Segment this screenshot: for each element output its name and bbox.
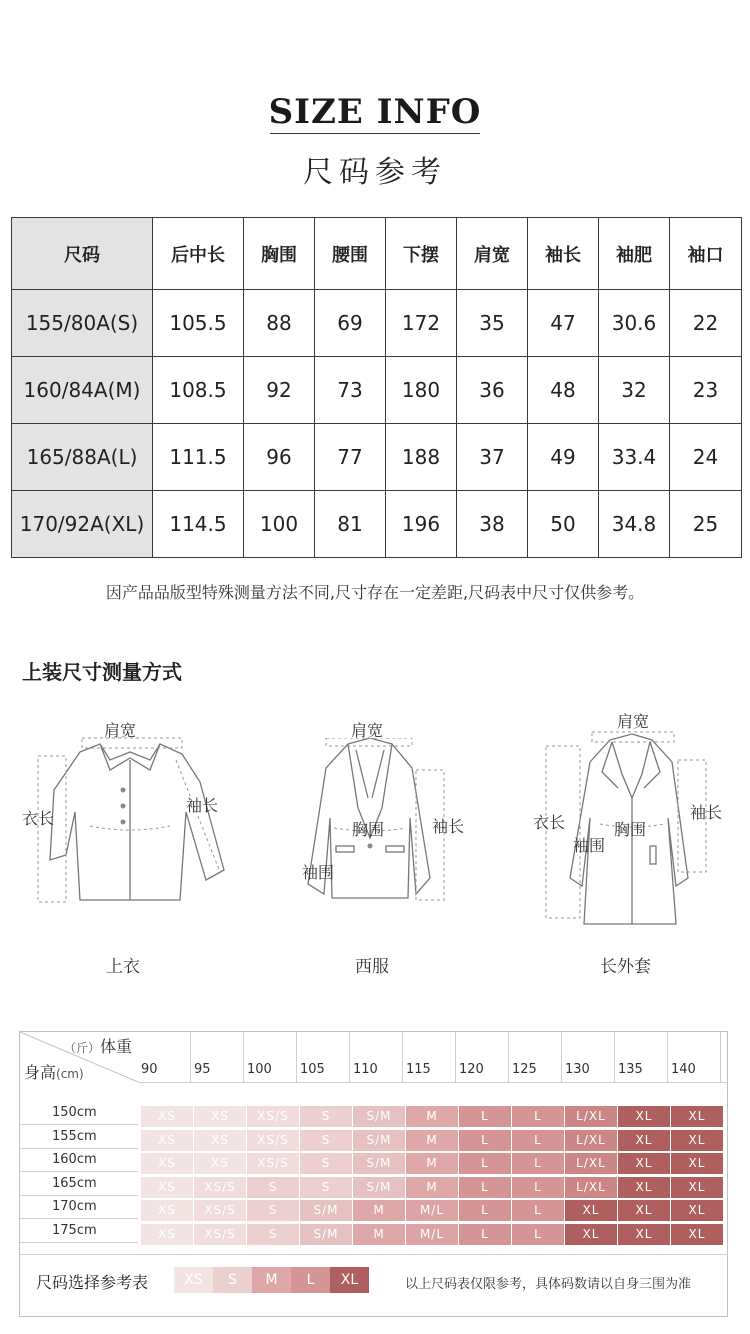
- legend-swatch: XS: [174, 1267, 213, 1293]
- table-cell: 105.5: [153, 290, 244, 357]
- height-row-label: 175cm: [52, 1222, 97, 1238]
- header-cell: 后中长: [153, 218, 244, 290]
- table-cell: 114.5: [153, 491, 244, 558]
- coat-length-label: 衣长: [533, 813, 566, 832]
- size-grid-cell: S/M: [353, 1153, 405, 1174]
- size-grid-cell: L: [512, 1177, 564, 1198]
- table-row: [12, 357, 742, 424]
- header-cell: 尺码: [12, 218, 153, 290]
- weight-column-label: 110: [353, 1062, 378, 1077]
- column-divider: [508, 1032, 509, 1082]
- column-divider: [667, 1032, 668, 1082]
- weight-column-label: 140: [671, 1062, 696, 1077]
- table-cell: 35: [457, 290, 528, 357]
- suit-shoulder-label: 肩宽: [351, 721, 384, 740]
- table-row: [12, 290, 742, 357]
- shirt-length-label: 衣长: [22, 809, 55, 828]
- legend-title: 尺码选择参考表: [36, 1273, 149, 1292]
- section-title: 上装尺寸测量方式: [22, 660, 182, 684]
- size-grid-cell: XS: [141, 1200, 193, 1221]
- row-divider: [20, 1218, 138, 1219]
- row-divider: [20, 1242, 138, 1243]
- table-cell: 37: [457, 424, 528, 491]
- header-cell: 胸围: [244, 218, 315, 290]
- size-cell: 165/88A(L): [12, 424, 153, 491]
- table-cell: 30.6: [599, 290, 670, 357]
- table-cell: 47: [528, 290, 599, 357]
- table-cell: 50: [528, 491, 599, 558]
- size-grid-cell: XS: [141, 1177, 193, 1198]
- size-grid-cell: L: [512, 1200, 564, 1221]
- size-grid-cell: XS/S: [247, 1153, 299, 1174]
- size-grid-cell: XS: [141, 1224, 193, 1245]
- size-grid-cell: S: [247, 1224, 299, 1245]
- size-grid-cell: XS/S: [194, 1177, 246, 1198]
- table-cell: 172: [386, 290, 457, 357]
- shirt-sleeve-label: 袖长: [186, 796, 219, 815]
- table-cell: 25: [670, 491, 742, 558]
- size-grid-cell: XS/S: [247, 1106, 299, 1127]
- size-cell: 170/92A(XL): [12, 491, 153, 558]
- coat-cuff-label: 袖围: [573, 836, 606, 855]
- size-grid-cell: S: [247, 1200, 299, 1221]
- column-divider: [402, 1032, 403, 1082]
- size-grid-cell: XL: [671, 1106, 723, 1127]
- table-cell: 111.5: [153, 424, 244, 491]
- size-grid-cell: XL: [671, 1200, 723, 1221]
- column-divider: [243, 1032, 244, 1082]
- size-grid-cell: L: [459, 1200, 511, 1221]
- legend-swatch: M: [252, 1267, 291, 1293]
- size-grid-cell: M: [353, 1224, 405, 1245]
- table-cell: 36: [457, 357, 528, 424]
- table-cell: 180: [386, 357, 457, 424]
- row-divider: [20, 1195, 138, 1196]
- table-cell: 92: [244, 357, 315, 424]
- page-title: SIZE INFO: [268, 92, 482, 132]
- size-grid-cell: XL: [671, 1177, 723, 1198]
- table-cell: 77: [315, 424, 386, 491]
- size-grid-cell: M/L: [406, 1200, 458, 1221]
- size-table: [11, 217, 742, 558]
- size-grid-cell: S/M: [353, 1130, 405, 1151]
- header-cell: 肩宽: [457, 218, 528, 290]
- size-grid-cell: L/XL: [565, 1177, 617, 1198]
- size-grid-cell: M: [353, 1200, 405, 1221]
- header-cell: 袖长: [528, 218, 599, 290]
- size-grid-cell: M: [406, 1177, 458, 1198]
- table-row: [12, 424, 742, 491]
- table-cell: 32: [599, 357, 670, 424]
- size-grid-cell: M/L: [406, 1224, 458, 1245]
- size-grid-cell: XL: [565, 1224, 617, 1245]
- suit-caption: 西服: [355, 957, 389, 977]
- size-grid-cell: XL: [618, 1130, 670, 1151]
- row-divider: [20, 1171, 138, 1172]
- header-cell: 下摆: [386, 218, 457, 290]
- table-cell: 69: [315, 290, 386, 357]
- shirt-shoulder-label: 肩宽: [104, 721, 137, 740]
- weight-column-label: 105: [300, 1062, 325, 1077]
- column-divider: [720, 1032, 721, 1082]
- size-grid-cell: XL: [618, 1177, 670, 1198]
- size-grid-cell: XL: [671, 1130, 723, 1151]
- size-grid-cell: XS: [141, 1106, 193, 1127]
- size-grid-cell: L: [459, 1106, 511, 1127]
- table-cell: 108.5: [153, 357, 244, 424]
- table-header-row: [12, 218, 742, 290]
- table-cell: 96: [244, 424, 315, 491]
- column-divider: [455, 1032, 456, 1082]
- weight-column-label: 100: [247, 1062, 272, 1077]
- height-row-label: 160cm: [52, 1152, 97, 1167]
- coat-shoulder-label: 肩宽: [617, 712, 650, 731]
- table-cell: 73: [315, 357, 386, 424]
- size-grid-cell: L: [459, 1130, 511, 1151]
- table-cell: 22: [670, 290, 742, 357]
- size-grid-cell: L/XL: [565, 1153, 617, 1174]
- size-cell: 155/80A(S): [12, 290, 153, 357]
- height-row-label: 165cm: [52, 1175, 97, 1191]
- size-grid-cell: L/XL: [565, 1106, 617, 1127]
- size-grid-cell: XL: [618, 1224, 670, 1245]
- size-grid-cell: S: [300, 1106, 352, 1127]
- height-unit: (cm): [56, 1067, 84, 1081]
- size-grid-cell: XL: [618, 1153, 670, 1174]
- size-grid-cell: S/M: [300, 1224, 352, 1245]
- size-grid-cell: XS/S: [194, 1200, 246, 1221]
- size-cell: 160/84A(M): [12, 357, 153, 424]
- legend-swatch: L: [291, 1267, 330, 1293]
- weight-column-label: 135: [618, 1062, 643, 1077]
- header-cell: 袖口: [670, 218, 742, 290]
- weight-column-label: 90: [141, 1062, 158, 1077]
- size-grid-cell: L: [459, 1153, 511, 1174]
- shirt-illustration: [30, 730, 230, 910]
- suit-sleeve-label: 袖长: [432, 817, 465, 836]
- legend-swatch: S: [213, 1267, 252, 1293]
- column-divider: [190, 1032, 191, 1082]
- row-divider: [20, 1124, 138, 1125]
- size-grid-cell: M: [406, 1153, 458, 1174]
- header-cell: 腰围: [315, 218, 386, 290]
- coat-chest-label: 胸围: [614, 820, 647, 839]
- size-grid-cell: XS: [194, 1106, 246, 1127]
- height-row-label: 150cm: [52, 1105, 97, 1120]
- size-grid-cell: XS: [141, 1130, 193, 1151]
- size-grid-cell: XL: [671, 1153, 723, 1174]
- suit-chest-label: 胸围: [352, 820, 385, 839]
- size-grid-cell: XS: [194, 1130, 246, 1151]
- size-grid-cell: XS: [194, 1153, 246, 1174]
- table-cell: 88: [244, 290, 315, 357]
- size-grid-cell: L/XL: [565, 1130, 617, 1151]
- weight-unit: （斤）: [64, 1041, 101, 1055]
- size-grid-cell: XL: [671, 1224, 723, 1245]
- size-grid-cell: M: [406, 1130, 458, 1151]
- table-cell: 33.4: [599, 424, 670, 491]
- legend-swatch: XL: [330, 1267, 369, 1293]
- legend-note: 以上尺码表仅限参考，具体码数请以自身三围为准: [405, 1277, 692, 1292]
- height-header: [24, 1060, 84, 1083]
- size-grid-cell: L: [512, 1130, 564, 1151]
- table-cell: 49: [528, 424, 599, 491]
- shirt-caption: 上衣: [106, 957, 140, 977]
- table-cell: 38: [457, 491, 528, 558]
- size-grid-cell: L: [512, 1153, 564, 1174]
- header-cell: 袖肥: [599, 218, 670, 290]
- table-cell: 24: [670, 424, 742, 491]
- row-divider: [20, 1148, 138, 1149]
- table-cell: 196: [386, 491, 457, 558]
- table-cell: 188: [386, 424, 457, 491]
- weight-column-label: 95: [194, 1062, 211, 1077]
- height-row-label: 170cm: [52, 1199, 97, 1214]
- coat-caption: 长外套: [600, 957, 651, 977]
- weight-column-label: 120: [459, 1062, 484, 1077]
- weight-column-label: 130: [565, 1062, 590, 1077]
- weight-header: [64, 1034, 132, 1057]
- table-cell: 23: [670, 357, 742, 424]
- size-grid-cell: S: [300, 1130, 352, 1151]
- weight-height-chart: [19, 1031, 728, 1317]
- size-grid-cell: S/M: [353, 1177, 405, 1198]
- size-grid-cell: XS/S: [194, 1224, 246, 1245]
- size-grid-cell: L: [459, 1177, 511, 1198]
- size-grid-cell: S/M: [300, 1200, 352, 1221]
- size-grid-cell: S: [247, 1177, 299, 1198]
- size-grid-cell: L: [512, 1224, 564, 1245]
- size-grid-cell: S: [300, 1177, 352, 1198]
- coat-sleeve-label: 袖长: [690, 803, 723, 822]
- suit-cuff-label: 袖围: [302, 863, 335, 882]
- size-grid-cell: M: [406, 1106, 458, 1127]
- size-grid-cell: S/M: [353, 1106, 405, 1127]
- table-cell: 81: [315, 491, 386, 558]
- size-grid-cell: XL: [618, 1200, 670, 1221]
- column-divider: [349, 1032, 350, 1082]
- size-grid-cell: XS: [141, 1153, 193, 1174]
- weight-label: 体重: [100, 1037, 133, 1056]
- table-row: [12, 491, 742, 558]
- title-underline: [270, 133, 480, 134]
- table-cell: 34.8: [599, 491, 670, 558]
- size-grid-cell: XL: [565, 1200, 617, 1221]
- size-grid-cell: L: [459, 1224, 511, 1245]
- column-divider: [561, 1032, 562, 1082]
- column-divider: [614, 1032, 615, 1082]
- weight-column-label: 115: [406, 1062, 431, 1077]
- size-note: 因产品品版型特殊测量方法不同,尺寸存在一定差距,尺码表中尺寸仅供参考。: [105, 583, 645, 602]
- size-grid-cell: L: [512, 1106, 564, 1127]
- column-divider: [296, 1032, 297, 1082]
- footer-divider: [20, 1254, 728, 1255]
- table-cell: 100: [244, 491, 315, 558]
- header-divider: [138, 1082, 728, 1083]
- size-grid-cell: XL: [618, 1106, 670, 1127]
- page-subtitle: 尺码参考: [303, 155, 447, 190]
- height-label: 身高: [24, 1063, 57, 1082]
- height-row-label: 155cm: [52, 1128, 97, 1144]
- weight-column-label: 125: [512, 1062, 537, 1077]
- table-cell: 48: [528, 357, 599, 424]
- size-grid-cell: S: [300, 1153, 352, 1174]
- size-grid-cell: XS/S: [247, 1130, 299, 1151]
